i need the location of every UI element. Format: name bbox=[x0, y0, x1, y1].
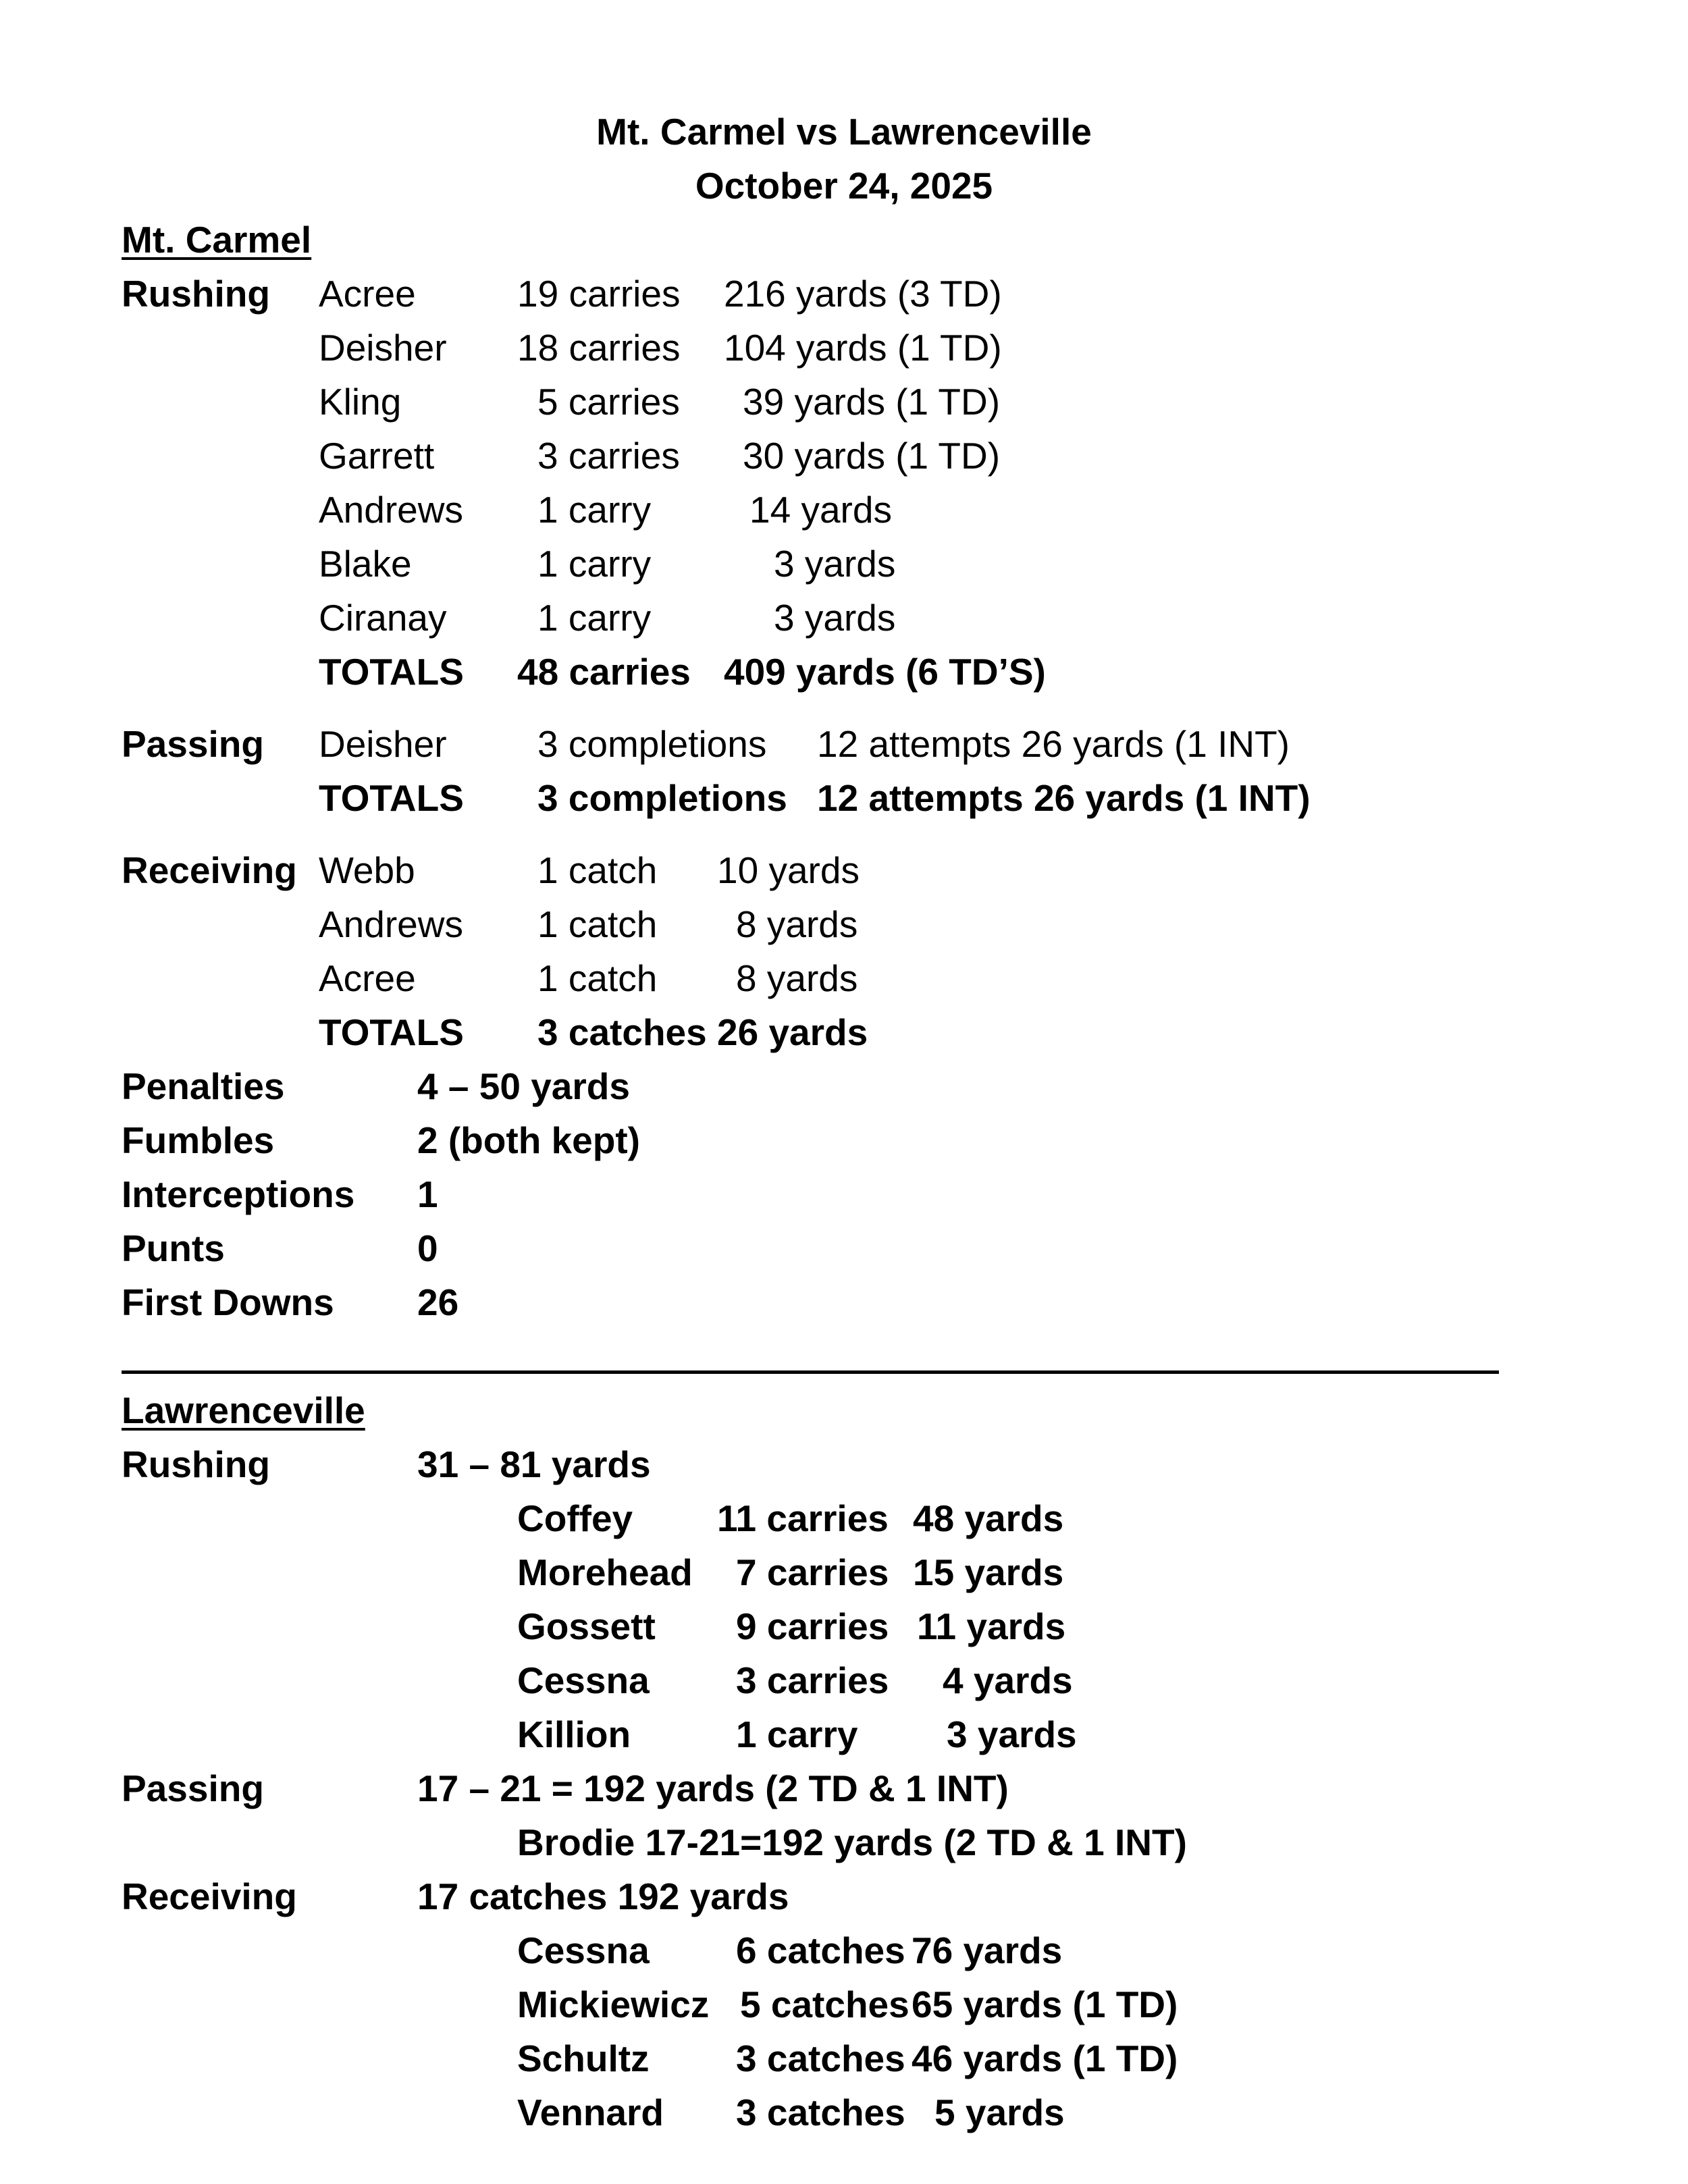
pass-detail: 12 attempts 26 yards (1 INT) bbox=[817, 723, 1290, 765]
yards: 3 yards bbox=[774, 543, 896, 585]
yards: 48 yards bbox=[913, 1497, 1064, 1539]
yards: 409 yards (6 TD’S) bbox=[724, 651, 1046, 693]
carries: 3 carries bbox=[736, 1659, 889, 1701]
mtc-receiving-label: Receiving bbox=[122, 849, 297, 891]
pass-detail: 12 attempts 26 yards (1 INT) bbox=[817, 777, 1311, 819]
law-passing-label: Passing bbox=[122, 1767, 264, 1809]
stat-value: 1 bbox=[417, 1173, 438, 1215]
law-rushing-label: Rushing bbox=[122, 1443, 270, 1485]
carries: 7 carries bbox=[736, 1551, 889, 1593]
law-receiving-summary: 17 catches 192 yards bbox=[417, 1875, 789, 1917]
yards: 216 yards (3 TD) bbox=[724, 273, 1002, 315]
player-name: Killion bbox=[517, 1713, 631, 1755]
yards: 8 yards bbox=[736, 903, 858, 945]
yards: 15 yards bbox=[913, 1551, 1064, 1593]
player-name: Acree bbox=[319, 957, 416, 999]
yards: 8 yards bbox=[736, 957, 858, 999]
carries: 18 carries bbox=[517, 327, 681, 369]
carries: 5 carries bbox=[537, 381, 680, 423]
law-passing-detail: Brodie 17-21=192 yards (2 TD & 1 INT) bbox=[517, 1821, 1187, 1863]
player-name: Andrews bbox=[319, 489, 463, 531]
player-name: Vennard bbox=[517, 2092, 664, 2133]
player-name: Morehead bbox=[517, 1551, 693, 1593]
catches: 3 catches bbox=[736, 2092, 905, 2133]
player-name: Acree bbox=[319, 273, 416, 315]
carries: 48 carries bbox=[517, 651, 691, 693]
player-name: Ciranay bbox=[319, 597, 447, 639]
stat-value: 26 bbox=[417, 1281, 459, 1323]
player-name: Webb bbox=[319, 849, 415, 891]
player-name: Schultz bbox=[517, 2037, 650, 2079]
carries: 1 carry bbox=[537, 597, 652, 639]
player-name: Coffey bbox=[517, 1497, 633, 1539]
yards: 26 yards bbox=[717, 1011, 868, 1053]
game-date: October 24, 2025 bbox=[695, 165, 993, 207]
yards: 46 yards (1 TD) bbox=[912, 2037, 1178, 2079]
mtc-passing-label: Passing bbox=[122, 723, 264, 765]
carries: 19 carries bbox=[517, 273, 681, 315]
player-name: Garrett bbox=[319, 435, 435, 477]
totals-label: TOTALS bbox=[319, 651, 464, 693]
catches: 1 catch bbox=[537, 849, 658, 891]
yards: 4 yards bbox=[943, 1659, 1073, 1701]
stat-value: 2 (both kept) bbox=[417, 1119, 640, 1161]
player-name: Mickiewicz bbox=[517, 1983, 710, 2025]
catches: 6 catches bbox=[736, 1929, 905, 1971]
stat-label: First Downs bbox=[122, 1281, 334, 1323]
completions: 3 completions bbox=[537, 777, 787, 819]
completions: 3 completions bbox=[537, 723, 767, 765]
mtc-rushing-label: Rushing bbox=[122, 273, 270, 315]
catches: 3 catches bbox=[537, 1011, 707, 1053]
yards: 14 yards bbox=[749, 489, 892, 531]
law-passing-summary: 17 – 21 = 192 yards (2 TD & 1 INT) bbox=[417, 1767, 1009, 1809]
totals-label: TOTALS bbox=[319, 1011, 464, 1053]
player-name: Kling bbox=[319, 381, 402, 423]
carries: 9 carries bbox=[736, 1605, 889, 1647]
stat-value: 0 bbox=[417, 1227, 438, 1269]
yards: 30 yards (1 TD) bbox=[743, 435, 1001, 477]
player-name: Deisher bbox=[319, 327, 447, 369]
player-name: Cessna bbox=[517, 1659, 650, 1701]
player-name: Blake bbox=[319, 543, 412, 585]
stat-label: Penalties bbox=[122, 1065, 285, 1107]
carries: 1 carry bbox=[537, 543, 652, 585]
team-heading-lawrenceville: Lawrenceville bbox=[122, 1389, 365, 1431]
totals-label: TOTALS bbox=[319, 777, 464, 819]
carries: 1 carry bbox=[736, 1713, 858, 1755]
yards: 11 yards bbox=[917, 1605, 1066, 1647]
stat-label: Fumbles bbox=[122, 1119, 275, 1161]
carries: 1 carry bbox=[537, 489, 652, 531]
yards: 104 yards (1 TD) bbox=[724, 327, 1002, 369]
carries: 11 carries bbox=[717, 1497, 889, 1539]
catches: 1 catch bbox=[537, 957, 658, 999]
game-title: Mt. Carmel vs Lawrenceville bbox=[596, 111, 1092, 153]
player-name: Cessna bbox=[517, 1929, 650, 1971]
catches: 3 catches bbox=[736, 2037, 905, 2079]
carries: 3 carries bbox=[537, 435, 680, 477]
yards: 3 yards bbox=[774, 597, 896, 639]
yards: 39 yards (1 TD) bbox=[743, 381, 1001, 423]
stat-value: 4 – 50 yards bbox=[417, 1065, 630, 1107]
yards: 3 yards bbox=[947, 1713, 1077, 1755]
player-name: Gossett bbox=[517, 1605, 656, 1647]
yards: 5 yards bbox=[934, 2092, 1065, 2133]
yards: 10 yards bbox=[717, 849, 860, 891]
yards: 76 yards bbox=[912, 1929, 1063, 1971]
section-divider bbox=[122, 1370, 1499, 1374]
team-heading-mtcarmel: Mt. Carmel bbox=[122, 219, 312, 261]
player-name: Deisher bbox=[319, 723, 447, 765]
catches: 5 catches bbox=[740, 1983, 909, 2025]
stat-label: Interceptions bbox=[122, 1173, 355, 1215]
law-receiving-label: Receiving bbox=[122, 1875, 297, 1917]
player-name: Andrews bbox=[319, 903, 463, 945]
law-rushing-summary: 31 – 81 yards bbox=[417, 1443, 651, 1485]
catches: 1 catch bbox=[537, 903, 658, 945]
stat-label: Punts bbox=[122, 1227, 225, 1269]
yards: 65 yards (1 TD) bbox=[912, 1983, 1178, 2025]
